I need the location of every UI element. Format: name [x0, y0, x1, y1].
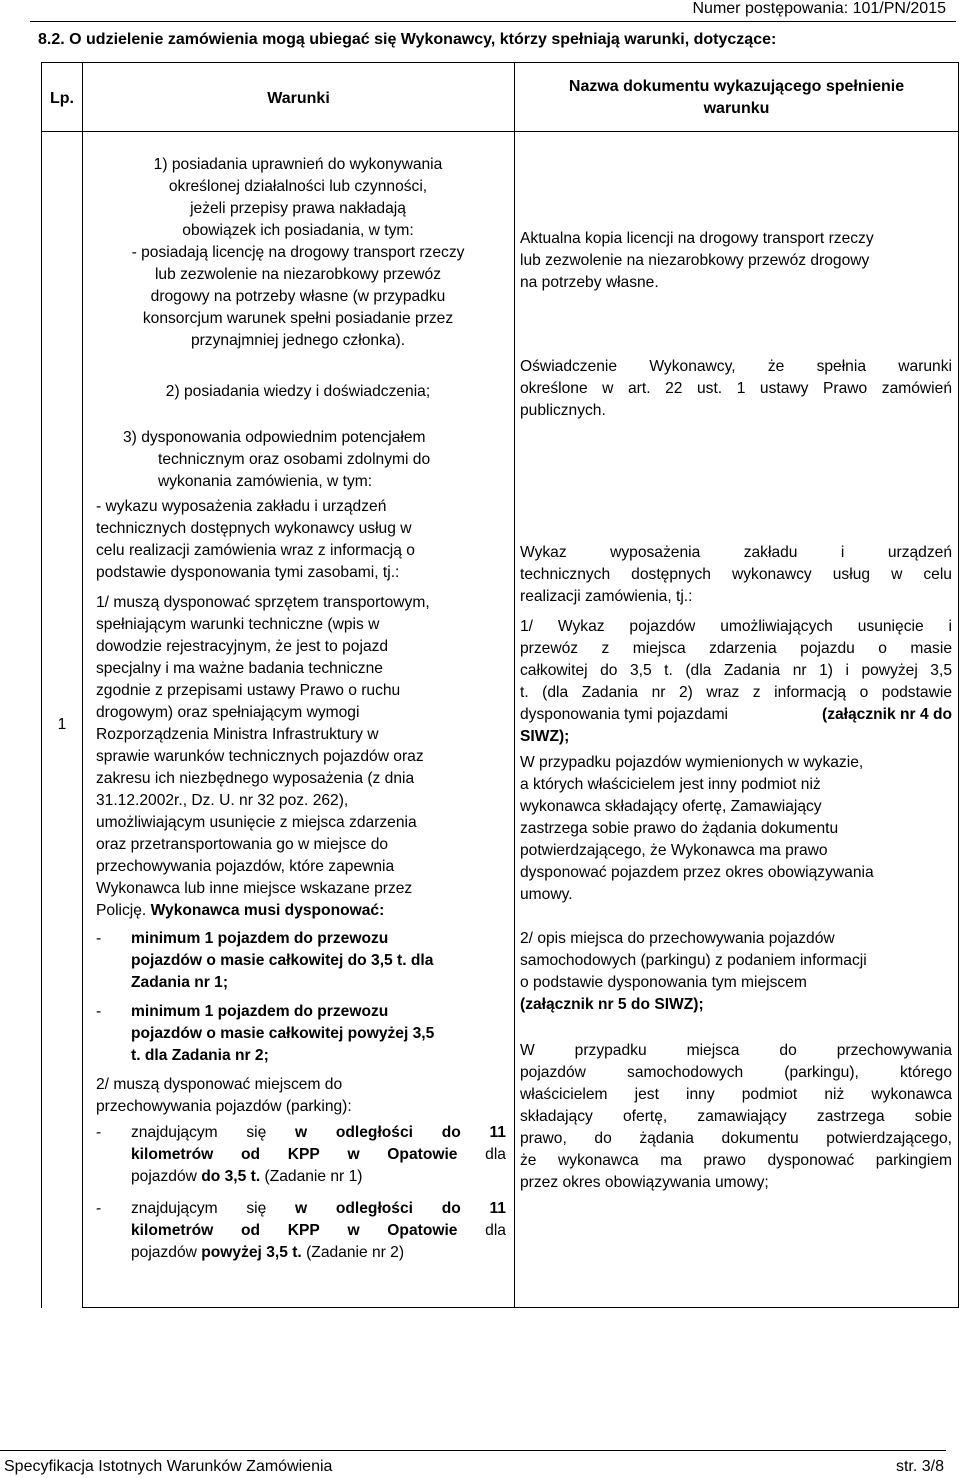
case-number: Numer postępowania: 101/PN/2015: [692, 0, 946, 17]
header-rule: [30, 21, 956, 22]
row-number: 1: [57, 716, 67, 733]
table-bottom-line: [82, 1307, 959, 1308]
footer-title: Specyfikacja Istotnych Warunków Zamówienia: [4, 1458, 333, 1475]
col-conditions-header: Warunki: [267, 90, 330, 107]
condition-2: 2) posiadania wiedzy i doświadczenia;: [165, 383, 431, 400]
table-top-line: [41, 62, 959, 63]
col-document-header-line2: warunku: [703, 100, 770, 117]
col-lp-header: Lp.: [50, 90, 74, 107]
header-bottom-line: [41, 131, 959, 132]
col-divider-1: [82, 62, 83, 1308]
section-title: 8.2. O udzielenie zamówienia mogą ubiegać się Wykonawcy, którzy spełniają warunki, dotyczące:: [38, 31, 777, 48]
table-left-border: [41, 62, 42, 1308]
footer-rule: [0, 1450, 946, 1451]
page-number: str. 3/8: [895, 1458, 944, 1475]
col-divider-2: [514, 62, 515, 1308]
col-document-header-line1: Nazwa dokumentu wykazującego spełnienie: [568, 78, 905, 95]
table-right-border: [958, 62, 959, 1308]
